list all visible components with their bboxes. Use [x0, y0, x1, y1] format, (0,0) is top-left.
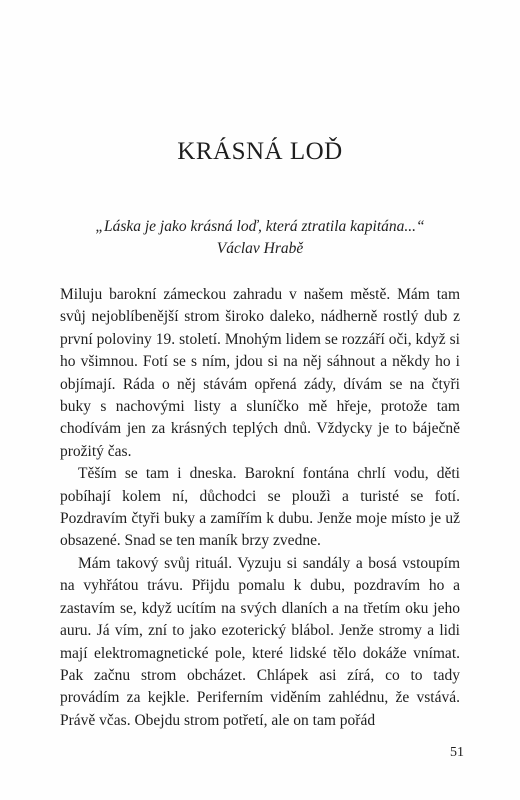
- epigraph-author: Václav Hrabě: [216, 240, 304, 257]
- chapter-title: KRÁSNÁ LOĎ: [177, 138, 343, 165]
- page-number: 51: [450, 745, 464, 760]
- body-text: [60, 284, 460, 732]
- paragraph-3: Mám takový svůj rituál. Vyzuju si sandály a bosá vstoupím na vyhřátou trávu. Přijdu pomalu k dubu, pozdravím ho a zastavím se, když ucítím na svých dlaních a na třetím oku jeho auru. Já vím, zní to jako ezoterický blábol. Jenže stromy a lidi mají elektromagnetické pole, které lidské tělo dokáže vnímat. Pak začnu strom obcházet. Chlápek asi zírá, co to tady provádím za kejkle. Periferním viděním zahlédnu, že vstává. Právě včas. Obejdu strom potřetí, ale on tam pořád: [60, 554, 460, 729]
- epigraph-quote: „Láska je jako krásná loď, která ztratila kapitána...“: [95, 218, 425, 235]
- paragraph-1: Miluju barokní zámeckou zahradu v našem městě. Mám tam svůj nejoblíbenější strom široko daleko, nádherně rostlý dub z první poloviny 19. století. Mnohým lidem se rozzáří oči, když si ho všimnou. Fotí se s ním, jdou si na něj sáhnout a někdy ho i objímají. Ráda o něj stávám opřená zády, dívám se na čtyři buky s nachovými listy a sluníčko mě hřeje, protože tam chodívám jen za krásných teplých dnů. Vždycky je to báječně prožitý čas.: [60, 286, 460, 460]
- epigraph: [60, 216, 460, 260]
- paragraph-2: Těším se tam i dneska. Barokní fontána chrlí vodu, děti pobíhají kolem ní, důchodci se ploužì a turisté se fotí. Pozdravím čtyři buky a zamířím k dubu. Jenže moje místo je už obsazené. Snad se ten maník brzy zvedne.: [60, 465, 460, 550]
